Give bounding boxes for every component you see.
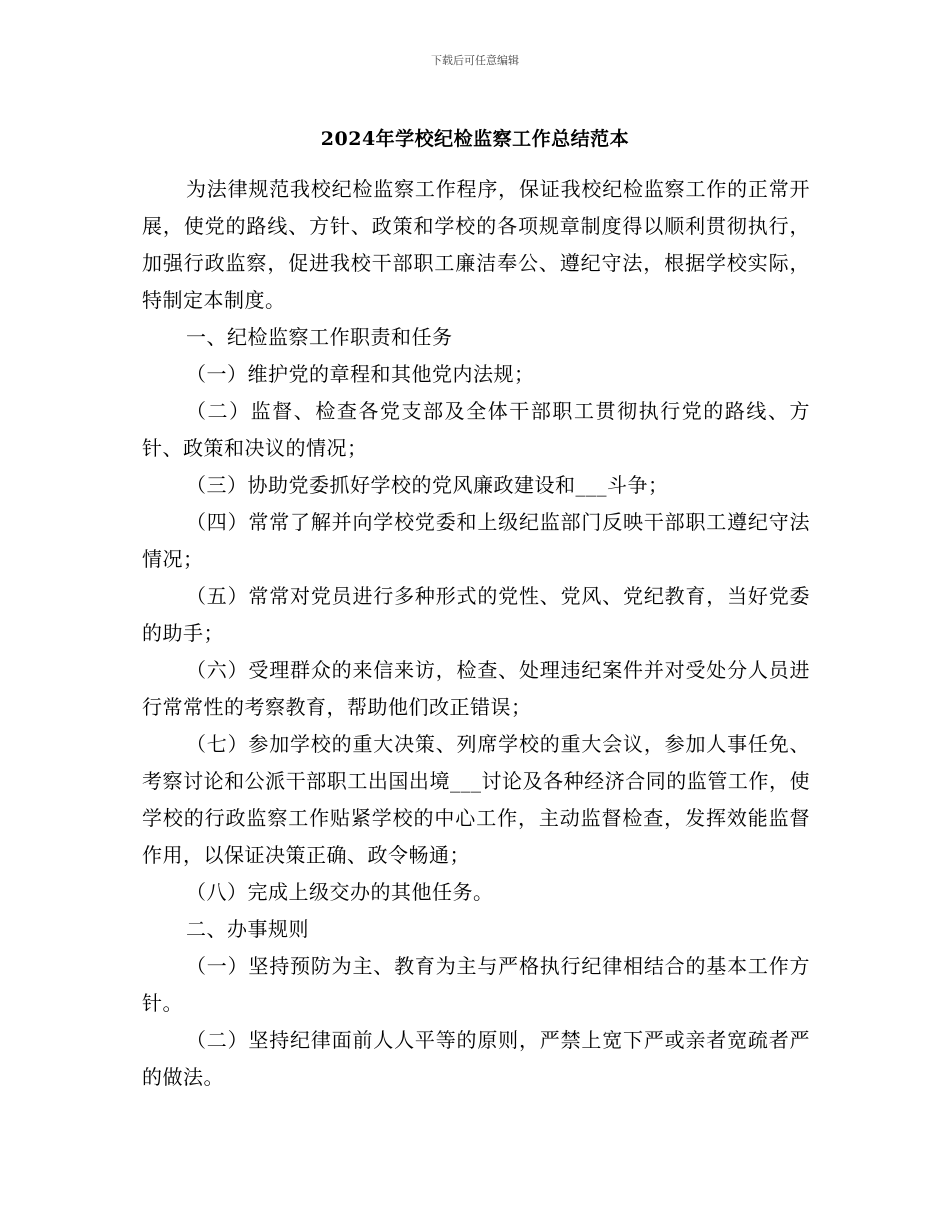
duty-item-3: （三）协助党委抓好学校的党风廉政建设和___斗争；	[186, 473, 669, 497]
duty-item-5: （五）常常对党员进行多种形式的党性、党风、党纪教育，当好党委的助手；	[142, 584, 810, 645]
duty-item-8: （八）完成上级交办的其他任务。	[186, 880, 494, 904]
duty-item-6: （六）受理群众的来信来访，检查、处理违纪案件并对受处分人员进行常常性的考察教育，帮助他们改正错误；	[142, 658, 810, 719]
intro-paragraph: 为法律规范我校纪检监察工作程序，保证我校纪检监察工作的正常开展，使党的路线、方针、政策和学校的各项规章制度得以顺利贯彻执行，加强行政监察，促进我校干部职工廉洁奉公、遵纪守法，根据学校实际，特制定本制度。	[142, 177, 810, 312]
section-heading-rules: 二、办事规则	[186, 917, 309, 941]
duty-item-4: （四）常常了解并向学校党委和上级纪监部门反映干部职工遵纪守法情况；	[142, 510, 810, 571]
document-title: 2024年学校纪检监察工作总结范本	[320, 128, 630, 150]
header-note: 下载后可任意编辑	[431, 54, 519, 67]
rule-item-2: （二）坚持纪律面前人人平等的原则，严禁上宽下严或亲者宽疏者严的做法。	[142, 1028, 810, 1089]
duty-item-2: （二）监督、检查各党支部及全体干部职工贯彻执行党的路线、方针、政策和决议的情况；	[142, 399, 810, 460]
duty-item-7: （七）参加学校的重大决策、列席学校的重大会议，参加人事任免、考察讨论和公派干部职工出国出境___讨论及各种经济合同的监管工作，使学校的行政监察工作贴紧学校的中心工作，主动监督检查，发挥效能监督作用，以保证决策正确、政令畅通；	[142, 732, 810, 867]
rule-item-1: （一）坚持预防为主、教育为主与严格执行纪律相结合的基本工作方针。	[142, 954, 810, 1015]
document-body	[142, 171, 810, 1096]
duty-item-1: （一）维护党的章程和其他党内法规；	[186, 362, 535, 386]
section-heading-duties: 一、纪检监察工作职责和任务	[186, 325, 453, 349]
